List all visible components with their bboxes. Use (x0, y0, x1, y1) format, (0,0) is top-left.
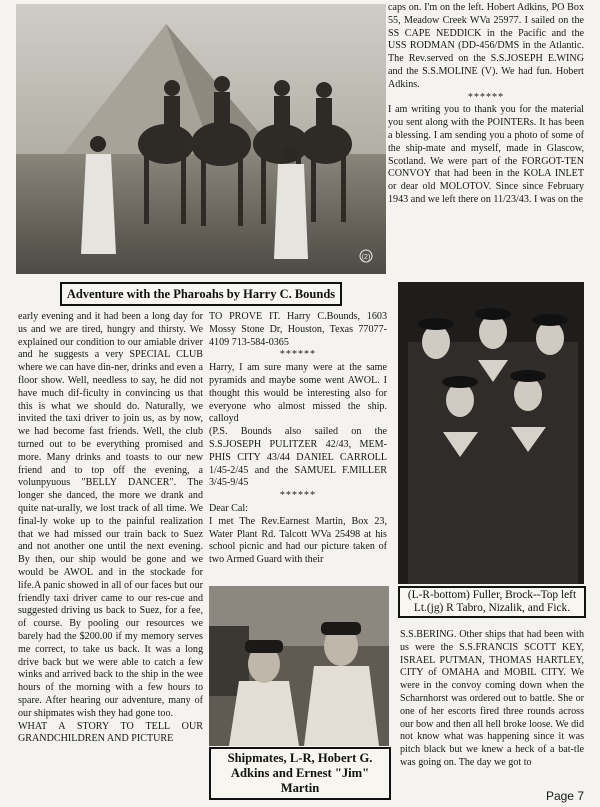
martin-letter: I met The Rev.Earnest Martin, Box 23, Water Plant Rd. Talcott WVa 25498 at his school picnic and had our picture taken of two Armed Guard with their (209, 515, 387, 566)
middle-column (209, 311, 387, 567)
forgotten-convoy-letter: I am writing you to thank you for the material you sent along with the POINTERs. It has been a blessing. I am sending you a photo of some of the ship-mate and myself, made in Glascow, Scotland. We were part of the FORGOT-TEN CONVOY that had been in the KOLA INLET or dear old MOLOTOV. Since since February 1943 and we left there on 11/23/43. I was on the (388, 104, 584, 205)
photo-number-mark: (2) (361, 254, 371, 261)
bounds-ships: (P.S. Bounds also sailed on the S.S.JOSEPH PULITZER 42/43, MEM-PHIS CITY 43/44 DANIEL CARROLL 1/45-2/45 and the SAMUEL F.MILLER 3/45-9/45 (209, 426, 387, 489)
sailors-photo (398, 282, 584, 584)
shipmates-photo-caption: Shipmates, L-R, Hobert G. Adkins and Ernest "Jim" Martin (209, 747, 391, 800)
bottom-right-column (400, 629, 584, 770)
grandchildren-line: WHAT A STORY TO TELL OUR GRANDCHILDREN AND PICTURE (18, 720, 203, 745)
top-right-column (388, 2, 584, 207)
pyramid-camel-scene (16, 4, 386, 274)
separator: ****** (279, 349, 317, 361)
page-number: Page 7 (545, 789, 584, 803)
bering-story: S.S.BERING. Other ships that had been with us were the S.S.FRANCIS SCOTT KEY, ISRAEL PUTMAN, THOMAS HARTLEY, CITY of OMAHA and MOBIL CITY. We were in the convoy coming down when the Scharnhorst was ordered out to battle. She or one of her escorts fired three rounds across our bow and then all hell broke loose. We did not know what was happening since it was pitch black but we knew a heck of a bat-tle was going on. The day we got to (400, 629, 584, 768)
editor-note: Harry, I am sure many were at the same pyramids and maybe some went AWOL. I thought this would be interesting also for everyone who almost missed the ship. calloyd (209, 362, 387, 425)
separator: ****** (467, 91, 505, 103)
left-column (18, 311, 203, 746)
shipmates-scene (209, 586, 389, 746)
greeting: Dear Cal: (209, 502, 248, 514)
adkins-letter-end: caps on. I'm on the left. Hobert Adkins, PO Box 55, Meadow Creek WVa 25977. I sailed on the SS CAPE NEDDICK in the Pacific and the USS RODMAN (DD-456/DMS in the Atlantic. The Rev.served on the S.S.JOSEPH E.WING and the S.S.MOLINE (V). We had fun. Hobert Adkins. (388, 2, 584, 90)
sailors-photo-caption: (L-R-bottom) Fuller, Brock--Top left Lt.(jg) R Tabro, Nizalik, and Fick. (398, 586, 586, 618)
belly-dancer-story: early evening and it had been a long day for us and we are tired, hungry and thirsty. We explained our condition to our amiable driver and he suggests a very SPECIAL CLUB where we can have din-ner, drinks and even a floor show. Well, needless to say, he did not have much dif-ficulty in convincing us that this is what we should do. Naturally, we invited the taxi driver to join us, as by now, we had become fast friends. Well, the club turned out to be everything promised and more. Many drinks and toasts to our new friend and to top off the evening, a volunpyuous "BELLY DANCER". The longer she danced, the more we drank and quite nat-urally, we lost track of all time. We final-ly woke up to the painful realization that we had missed our train back to Suez and not another one until the next evening. By then, our ship would be gone and we would be AWOL and in the stockade for life.A panic showed in all of our faces but our friendly taxi driver came to our res-cue and suggested driving us back to Suez, for a fee, of course. By pooling our resources we barely had the $200.00 if my memory serves me correct, to take us back. It was a long drive back but we were able to catch a few winks and arrived back to the ship in the wee hours of the morning with a few hours to spare. After hearing our adventure, many of our shipmates wish they had gone too. (18, 311, 203, 719)
pyramid-camel-photo (16, 4, 386, 274)
pyramid-photo-caption: Adventure with the Pharoahs by Harry C. Bounds (60, 282, 342, 306)
shipmates-photo (209, 586, 389, 746)
sailors-scene (398, 282, 584, 584)
bounds-address: TO PROVE IT. Harry C.Bounds, 1603 Mossy Stone Dr, Houston, Texas 77077-4109 713-584-0365 (209, 311, 387, 348)
separator: ****** (279, 490, 317, 502)
